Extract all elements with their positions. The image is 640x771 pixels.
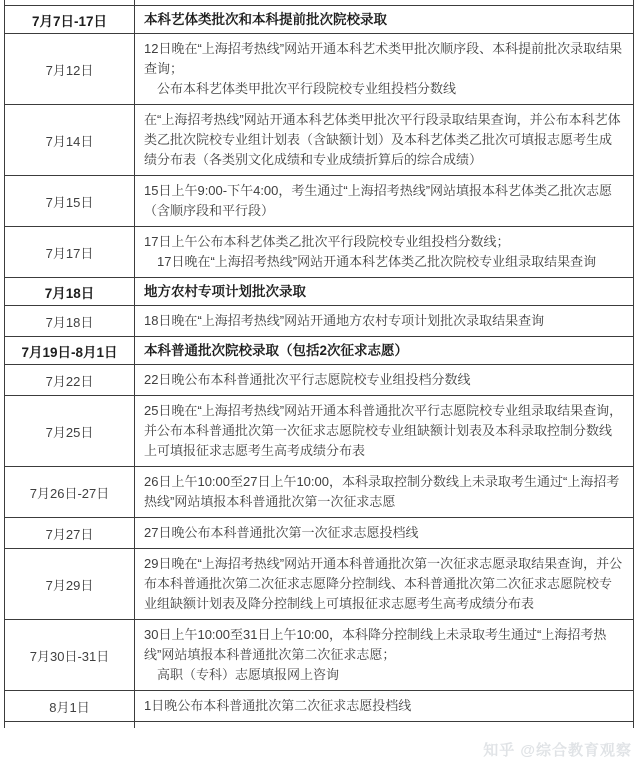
date-cell: 7月25日: [5, 396, 135, 467]
table-row: [5, 620, 634, 691]
section-header-row: [5, 278, 634, 306]
description-cell: [135, 278, 634, 306]
table-row: [5, 467, 634, 518]
date-cell: 7月17日: [5, 227, 135, 278]
description-line: 公布本科艺体类甲批次平行段院校专业组投档分数线: [144, 81, 457, 96]
schedule-table-body: [5, 0, 634, 728]
description-line: 地方农村专项计划批次录取: [144, 284, 306, 299]
date-cell: 7月15日: [5, 176, 135, 227]
description-cell: [135, 306, 634, 337]
description-cell: [135, 227, 634, 278]
date-cell: 7月18日: [5, 278, 135, 306]
admissions-schedule-table: [4, 0, 634, 728]
table-row: [5, 549, 634, 620]
description-line: 本科普通批次院校录取（包括2次征求志愿）: [144, 343, 409, 358]
description-line: 26日上午10:00至27日上午10:00，本科录取控制分数线上未录取考生通过“上海招考热线”网站填报本科普通批次第一次征求志愿: [144, 474, 620, 509]
table-row: [5, 34, 634, 105]
date-cell: 7月26日-27日: [5, 467, 135, 518]
date-cell: 7月14日: [5, 105, 135, 176]
date-cell: 7月30日-31日: [5, 620, 135, 691]
description-line: 本科艺体类批次和本科提前批次院校录取: [144, 12, 387, 27]
description-cell: [135, 6, 634, 34]
section-header-row: [5, 6, 634, 34]
description-line: 高职（专科）志愿填报网上咨询: [144, 667, 340, 682]
description-line: 17日上午公布本科艺体类乙批次平行段院校专业组投档分数线；: [144, 234, 510, 249]
table-row: [5, 105, 634, 176]
description-line: 在“上海招考热线”网站开通本科艺体类甲批次平行段录取结果查询，并公布本科艺体类乙批次院校专业组计划表（含缺额计划）及本科艺体类乙批次可填报志愿考生成绩分布表（各类别文化成绩和专业成绩折算后的综合成绩）: [144, 112, 621, 167]
description-cell: [135, 176, 634, 227]
description-line: 30日上午10:00至31日上午10:00，本科降分控制线上未录取考生通过“上海招考热线”网站填报本科普通批次第二次征求志愿；: [144, 627, 607, 662]
partial-row-bottom: [5, 722, 634, 729]
section-header-row: [5, 337, 634, 365]
description-line: 29日晚在“上海招考热线”网站开通本科普通批次第一次征求志愿录取结果查询，并公布本科普通批次第二次征求志愿降分控制线、本科普通批次第二次征求志愿院校专业组缺额计划表及降分控制线上可填报征求志愿考生高考成绩分布表: [144, 556, 623, 611]
description-cell: [135, 467, 634, 518]
description-cell: [135, 549, 634, 620]
table-row: [5, 306, 634, 337]
description-line: 25日晚在“上海招考热线”网站开通本科普通批次平行志愿院校专业组录取结果查询，并公布本科普通批次第一次征求志愿院校专业组缺额计划表及本科录取控制分数线上可填报征求志愿考生高考成绩分布表: [144, 403, 623, 458]
description-line: 12日晚在“上海招考热线”网站开通本科艺术类甲批次顺序段、本科提前批次录取结果查询；: [144, 41, 623, 76]
description-line: 1日晚公布本科普通批次第二次征求志愿投档线: [144, 698, 412, 713]
description-cell: [135, 518, 634, 549]
table-row: [5, 227, 634, 278]
description-line: 15日上午9:00-下午4:00，考生通过“上海招考热线”网站填报本科艺体类乙批次志愿（含顺序段和平行段）: [144, 183, 613, 218]
date-cell: 7月29日: [5, 549, 135, 620]
date-cell: [5, 722, 135, 729]
description-line: 27日晚公布本科普通批次第一次征求志愿投档线: [144, 525, 419, 540]
zhihu-watermark: 知乎 @综合教育观察: [483, 742, 632, 759]
date-cell: 7月22日: [5, 365, 135, 396]
description-cell: [135, 365, 634, 396]
description-line: 18日晚在“上海招考热线”网站开通地方农村专项计划批次录取结果查询: [144, 313, 545, 328]
description-line: 22日晚公布本科普通批次平行志愿院校专业组投档分数线: [144, 372, 471, 387]
table-row: [5, 176, 634, 227]
description-cell: [135, 337, 634, 365]
table-row: [5, 396, 634, 467]
date-cell: 8月1日: [5, 691, 135, 722]
date-cell: 7月27日: [5, 518, 135, 549]
description-cell: [135, 396, 634, 467]
description-line: 17日晚在“上海招考热线”网站开通本科艺体类乙批次院校专业组录取结果查询: [144, 254, 597, 269]
date-cell: 7月12日: [5, 34, 135, 105]
table-row: [5, 518, 634, 549]
date-cell: 7月7日-17日: [5, 6, 135, 34]
table-row: [5, 691, 634, 722]
date-cell: 7月18日: [5, 306, 135, 337]
date-cell: 7月19日-8月1日: [5, 337, 135, 365]
description-cell: [135, 620, 634, 691]
description-cell: [135, 691, 634, 722]
table-row: [5, 365, 634, 396]
description-cell: [135, 34, 634, 105]
description-cell: [135, 722, 634, 729]
description-cell: [135, 105, 634, 176]
